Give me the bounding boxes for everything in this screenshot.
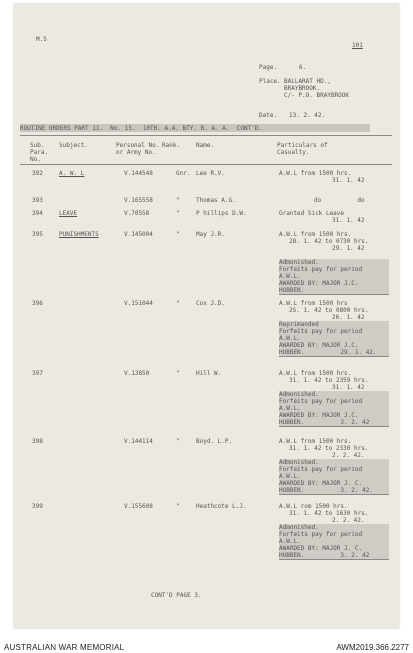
entry-name: Hill W.	[196, 370, 222, 377]
entry-particulars-line: A.W.L from 1500 hrs.	[279, 231, 352, 238]
entry-particulars-line: AWARDED BY: MAJOR J. C.	[279, 480, 389, 488]
entry-particulars-line: Admonished.	[279, 459, 389, 467]
entry-particulars-line: Forfeits pay for period	[279, 531, 389, 539]
entry-para-number: 399	[32, 503, 43, 510]
entry-para-number: 397	[32, 370, 43, 377]
entry-para-number: 398	[32, 438, 43, 445]
entry-particulars-line: A.W.L.	[279, 335, 389, 343]
col-header-para: Sub. Para. No.	[30, 142, 49, 163]
entry-name: Thomas A.G.	[196, 197, 236, 204]
entry-particulars-line: 31. 1. 42 to 2330 hrs.	[289, 445, 369, 452]
entry-army-number: V.144548	[124, 170, 153, 177]
entry-para-number: 396	[32, 300, 43, 307]
entry-rank: "	[176, 438, 180, 445]
entry-particulars-line: A.W.L.	[279, 473, 389, 481]
entry-particulars-line: HUBBEN. 3. 2. 42	[279, 552, 389, 560]
entry-particulars-line: 31. 1. 42	[332, 177, 365, 184]
entry-particulars-line: 31. 1. 42	[332, 217, 365, 224]
entry-particulars-line: Granted Sick Leave	[279, 210, 345, 217]
entry-army-number: V.151044	[124, 300, 153, 307]
page-value: 6.	[299, 64, 307, 71]
entry-particulars-line: do do	[314, 197, 365, 204]
place-line-3: C/- P.O. BRAYBROOK	[284, 92, 350, 99]
entry-particulars-line: HUBBEN.	[279, 287, 389, 295]
entry-para-number: 395	[32, 231, 43, 238]
entry-name: Heathcote L.J.	[196, 503, 247, 510]
entry-particulars-line: Reprimanded	[279, 321, 389, 329]
entry-particulars-line: 26. 1. 42	[332, 314, 365, 321]
entry-subject: LEAVE	[59, 210, 78, 217]
entry-particulars-line: A.W.L.	[279, 273, 389, 281]
entry-particulars-line: HUBBEN. 3. 2. 42	[279, 419, 389, 427]
entry-particulars-line: AWARDED BY: MAJOR J.C.	[279, 280, 389, 288]
entry-particulars-line: AWARDED BY: MAJOR J.C.	[279, 412, 389, 420]
entry-name: Cox J.D.	[196, 300, 225, 307]
entry-army-number: V.70558	[124, 210, 150, 217]
col-header-rank: Rank.	[162, 142, 181, 149]
entry-particulars-line: Admonished.	[279, 391, 389, 399]
place-line-2: BRAYBROOK.	[284, 85, 321, 92]
entry-subject: A. W. L	[59, 170, 85, 177]
col-header-number: Personal No. or Army No.	[116, 142, 160, 156]
entry-particulars-line: Forfeits pay for period	[279, 328, 389, 336]
entry-particulars-line: HUBBEN. 29. 1. 42.	[279, 349, 389, 357]
entry-particulars-line: 25. 1. 42 to 0800 hrs.	[289, 307, 369, 314]
routine-orders-heading: ROUTINE ORDERS PART 11. No. 15. 10TH. A.A. BTY. R. A. A. CONT'D.	[20, 125, 263, 132]
entry-particulars-line: HUBBEN. 3. 2. 42.	[279, 487, 389, 495]
continued-note: CONT'D PAGE 3.	[151, 592, 202, 599]
entry-name: May J.R.	[196, 231, 225, 238]
entry-rank: Gnr.	[176, 170, 191, 177]
entry-particulars-line: 31. 1. 42 to 1630 hrs.	[289, 510, 369, 517]
page-label: Page.	[259, 64, 278, 71]
entry-rank: "	[176, 503, 180, 510]
corner-reference: M.5	[36, 36, 47, 43]
col-header-rule	[20, 164, 392, 165]
entry-particulars-line: A.W.L.	[279, 405, 389, 413]
archive-footer	[0, 633, 413, 653]
entry-name: Boyd. L.P.	[196, 438, 233, 445]
col-header-subject: Subject.	[59, 142, 88, 149]
document-sheet	[14, 4, 399, 628]
entry-rank: "	[176, 210, 180, 217]
entry-army-number: V.13850	[124, 370, 150, 377]
entry-particulars-line: Admonished.	[279, 259, 389, 267]
col-header-name: Name.	[196, 142, 215, 149]
entry-particulars-line: A.W.L from 1500 hrs.	[279, 170, 352, 177]
entry-para-number: 394	[32, 210, 43, 217]
entry-particulars-line: AWARDED BY: MAJOR J.C.	[279, 342, 389, 350]
entry-subject: PUNISHMENTS	[59, 231, 99, 238]
entry-particulars-line: A.W.L from 1500 hrs	[279, 300, 348, 307]
entry-particulars-line: 29. 1. 42	[332, 245, 365, 252]
entry-particulars-line: 2. 2. 42.	[332, 452, 365, 459]
place-label: Place.	[259, 78, 281, 85]
heading-rule	[20, 135, 392, 136]
entry-rank: "	[176, 231, 180, 238]
date-label: Date.	[259, 112, 278, 119]
entry-army-number: V.165558	[124, 197, 153, 204]
entry-name: Lee R.V.	[196, 170, 225, 177]
entry-particulars-line: 28. 1. 42 to 0730 hrs.	[289, 238, 369, 245]
entry-army-number: V.145004	[124, 231, 153, 238]
entry-particulars-line: Admonished.	[279, 524, 389, 532]
entry-particulars-line: 31. 1. 42	[332, 384, 365, 391]
entry-particulars-line: A.W.L rom 1500 hrs.	[279, 503, 348, 510]
entry-rank: "	[176, 370, 180, 377]
place-line-1: BALLARAT HD.,	[284, 78, 331, 85]
entry-particulars-line: A.W.L.	[279, 538, 389, 546]
entry-particulars-line: Forfeits pay for period	[279, 398, 389, 406]
entry-particulars-line: 2. 2. 42.	[332, 517, 365, 524]
entry-particulars-line: 31. 1. 42 to 2359 hrs.	[289, 377, 369, 384]
institution-name: AUSTRALIAN WAR MEMORIAL	[4, 643, 125, 652]
entry-para-number: 392	[32, 170, 43, 177]
date-value: 13. 2. 42.	[289, 112, 326, 119]
entry-para-number: 393	[32, 197, 43, 204]
entry-particulars-line: A.W.L from 1500 hrs.	[279, 438, 352, 445]
catalogue-reference: AWM2019.366.2277	[336, 643, 409, 652]
entry-rank: "	[176, 300, 180, 307]
entry-army-number: V.144114	[124, 438, 153, 445]
entry-particulars-line: A.W.L from 1500 hrs.	[279, 370, 352, 377]
entry-particulars-line: Forfeits pay for period	[279, 266, 389, 274]
entry-name: P hillips D.W.	[196, 210, 247, 217]
entry-rank: "	[176, 197, 180, 204]
entry-army-number: V.155608	[124, 503, 153, 510]
entry-particulars-line: AWARDED BY: MAJOR J. C.	[279, 545, 389, 553]
page-number: 101	[352, 42, 363, 49]
col-header-particulars: Particulars of Casualty.	[277, 142, 328, 156]
entry-particulars-line: Forfeits pay for period	[279, 466, 389, 474]
